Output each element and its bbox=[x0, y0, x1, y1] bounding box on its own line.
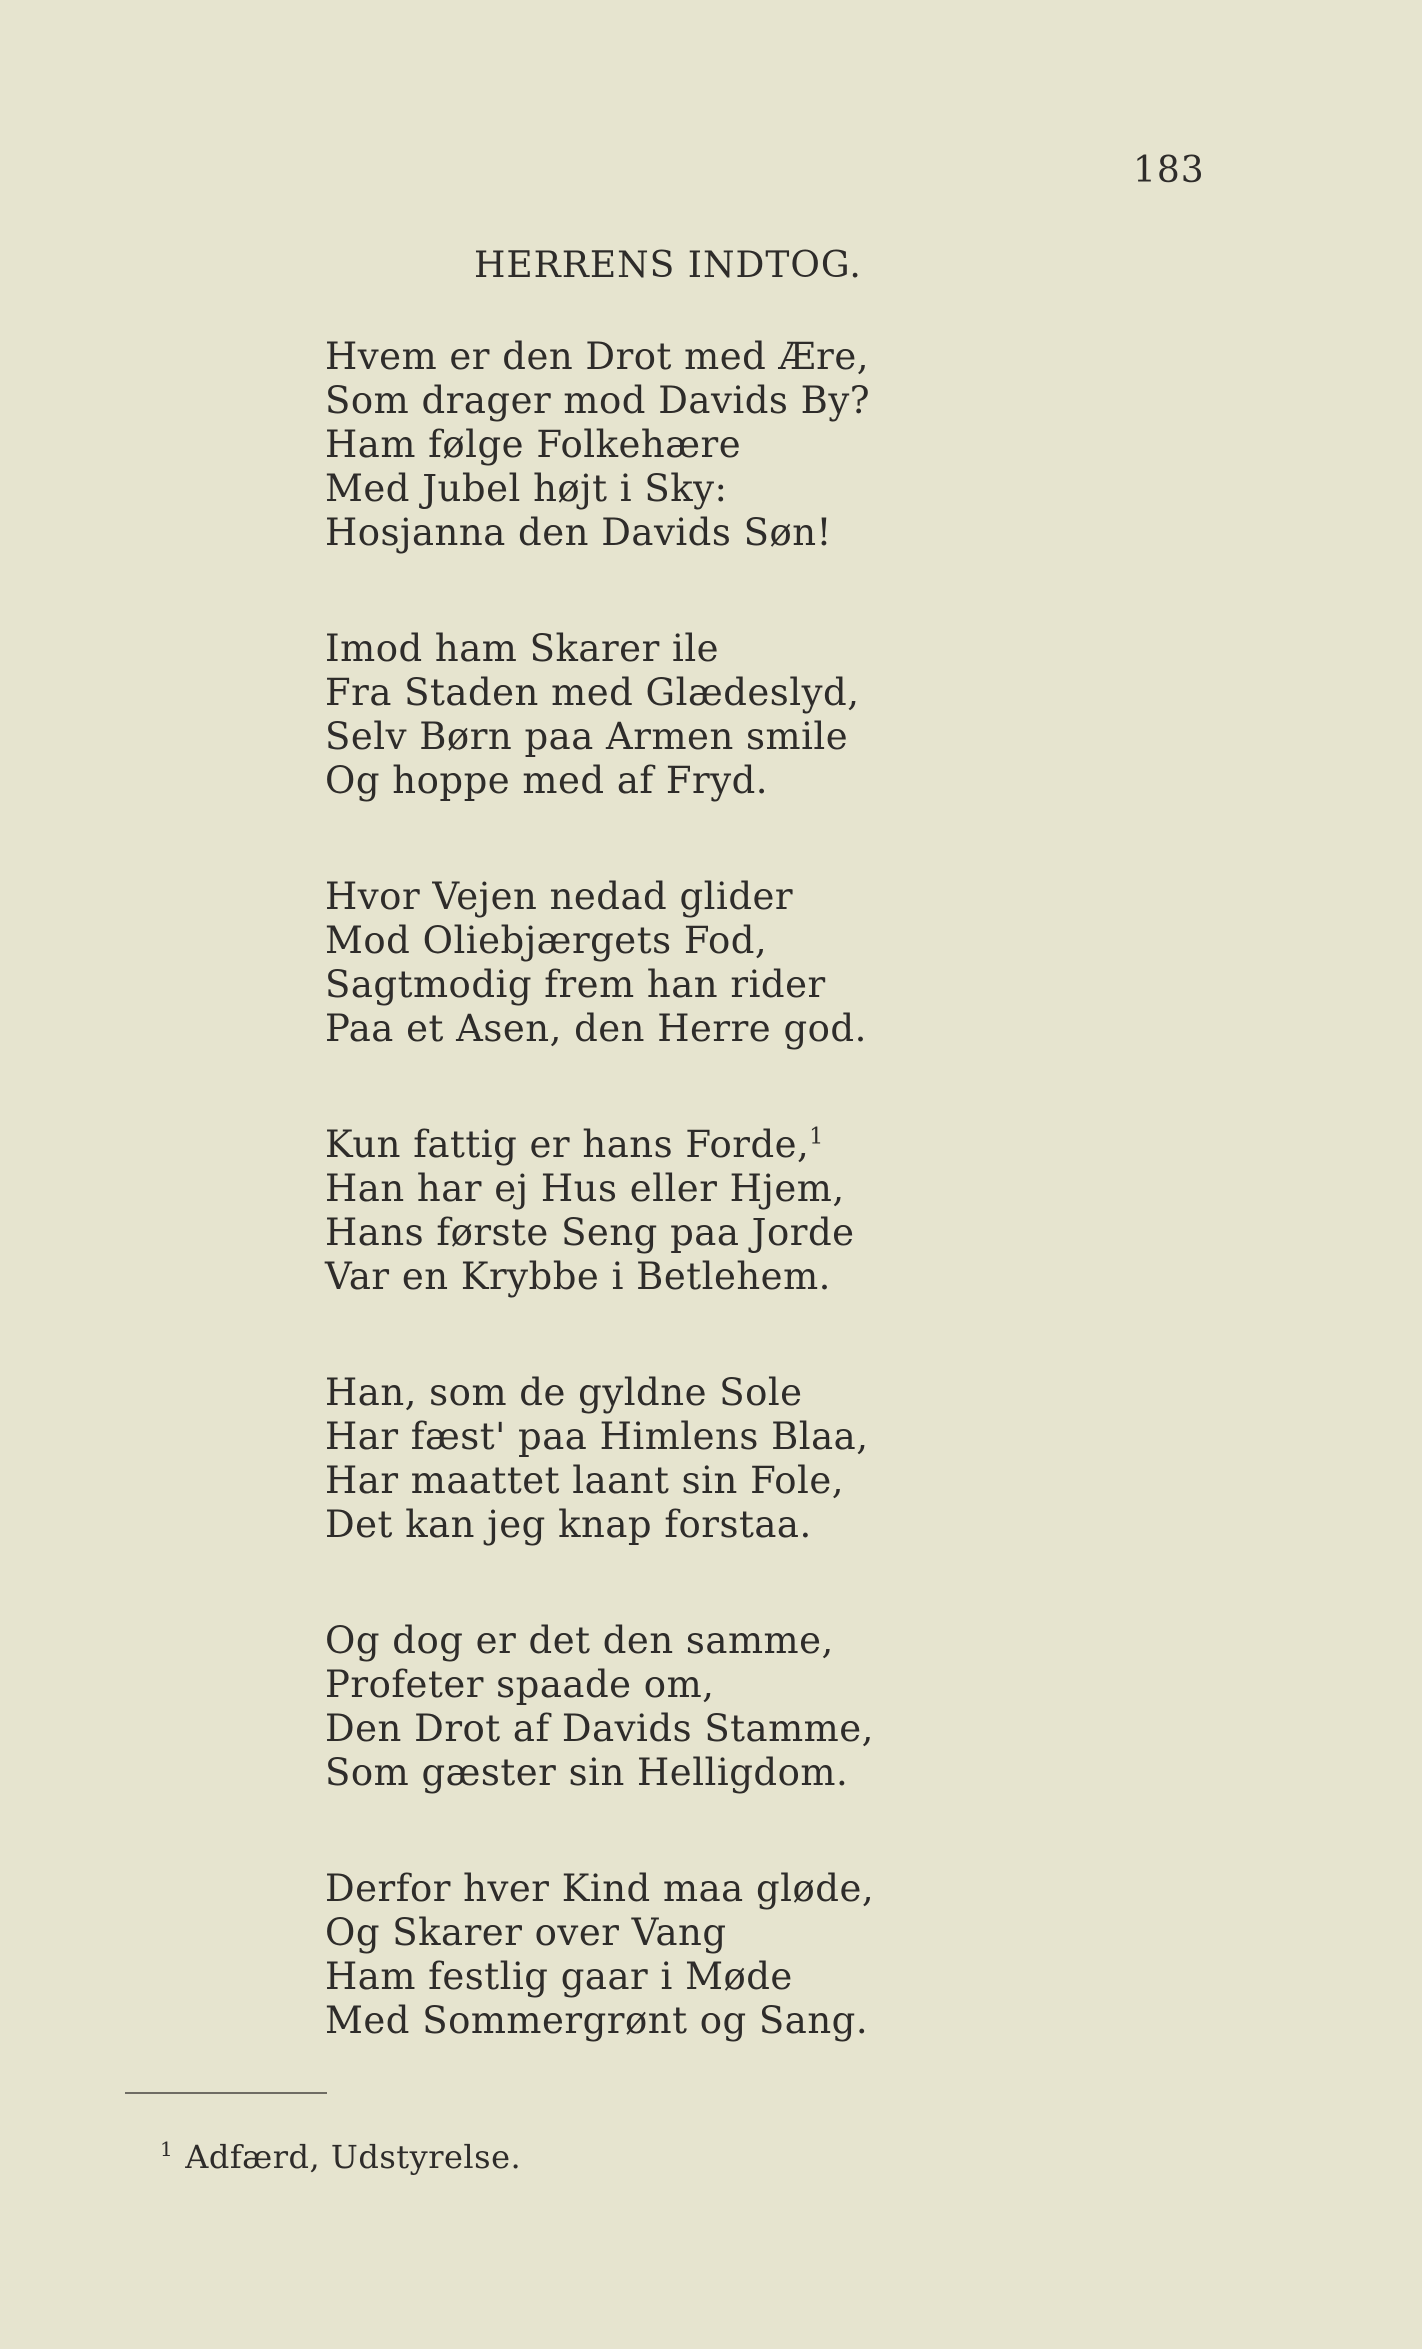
poem-line: Ham følge Folkehære bbox=[325, 423, 742, 466]
poem-line: Har fæst' paa Himlens Blaa, bbox=[325, 1415, 869, 1458]
poem-body bbox=[325, 335, 925, 2115]
stanza-7 bbox=[325, 1867, 925, 2043]
poem-line: Og dog er det den samme, bbox=[325, 1619, 834, 1662]
stanza-4 bbox=[325, 1123, 925, 1299]
poem-line: Mod Oliebjærgets Fod, bbox=[325, 919, 768, 962]
footnote-divider bbox=[125, 2092, 327, 2094]
poem-line: Hvor Vejen nedad glider bbox=[325, 875, 794, 918]
poem-line: Ham festlig gaar i Møde bbox=[325, 1955, 793, 1998]
poem-line: Og hoppe med af Fryd. bbox=[325, 759, 769, 802]
poem-line: Det kan jeg knap forstaa. bbox=[325, 1503, 812, 1546]
poem-line: Var en Krybbe i Betlehem. bbox=[325, 1255, 831, 1298]
footnote-reference: 1 bbox=[809, 1124, 824, 1150]
poem-line: Og Skarer over Vang bbox=[325, 1911, 727, 1954]
poem-line bbox=[325, 1123, 925, 1167]
footnote bbox=[160, 2138, 521, 2176]
footnote-mark: 1 bbox=[160, 2137, 174, 2162]
poem-line: Han, som de gyldne Sole bbox=[325, 1371, 803, 1414]
page-number: 183 bbox=[1133, 150, 1205, 191]
stanza-5 bbox=[325, 1371, 925, 1547]
stanza-1 bbox=[325, 335, 925, 555]
poem-line: Som drager mod Davids By? bbox=[325, 379, 871, 422]
poem-line: Profeter spaade om, bbox=[325, 1663, 715, 1706]
poem-line-text: Kun fattig er hans Forde, bbox=[325, 1123, 810, 1166]
stanza-3 bbox=[325, 875, 925, 1051]
poem-line: Han har ej Hus eller Hjem, bbox=[325, 1167, 845, 1210]
poem-line: Sagtmodig frem han rider bbox=[325, 963, 826, 1006]
poem-line: Paa et Asen, den Herre god. bbox=[325, 1007, 867, 1050]
poem-line: Med Jubel højt i Sky: bbox=[325, 467, 728, 510]
poem-line: Hvem er den Drot med Ære, bbox=[325, 335, 869, 378]
poem-line: Hans første Seng paa Jorde bbox=[325, 1211, 855, 1254]
poem-title: HERRENS INDTOG. bbox=[474, 245, 862, 286]
poem-line: Imod ham Skarer ile bbox=[325, 627, 720, 670]
poem-line: Den Drot af Davids Stamme, bbox=[325, 1707, 874, 1750]
poem-line: Hosjanna den Davids Søn! bbox=[325, 511, 832, 554]
poem-line: Som gæster sin Helligdom. bbox=[325, 1751, 849, 1794]
poem-line: Derfor hver Kind maa gløde, bbox=[325, 1867, 875, 1910]
poem-line: Fra Staden med Glædeslyd, bbox=[325, 671, 860, 714]
poem-line: Med Sommergrønt og Sang. bbox=[325, 1999, 869, 2042]
footnote-text: Adfærd, Udstyrelse. bbox=[185, 2138, 522, 2176]
poem-line: Har maattet laant sin Fole, bbox=[325, 1459, 844, 1502]
stanza-2 bbox=[325, 627, 925, 803]
stanza-6 bbox=[325, 1619, 925, 1795]
poem-line: Selv Børn paa Armen smile bbox=[325, 715, 849, 758]
